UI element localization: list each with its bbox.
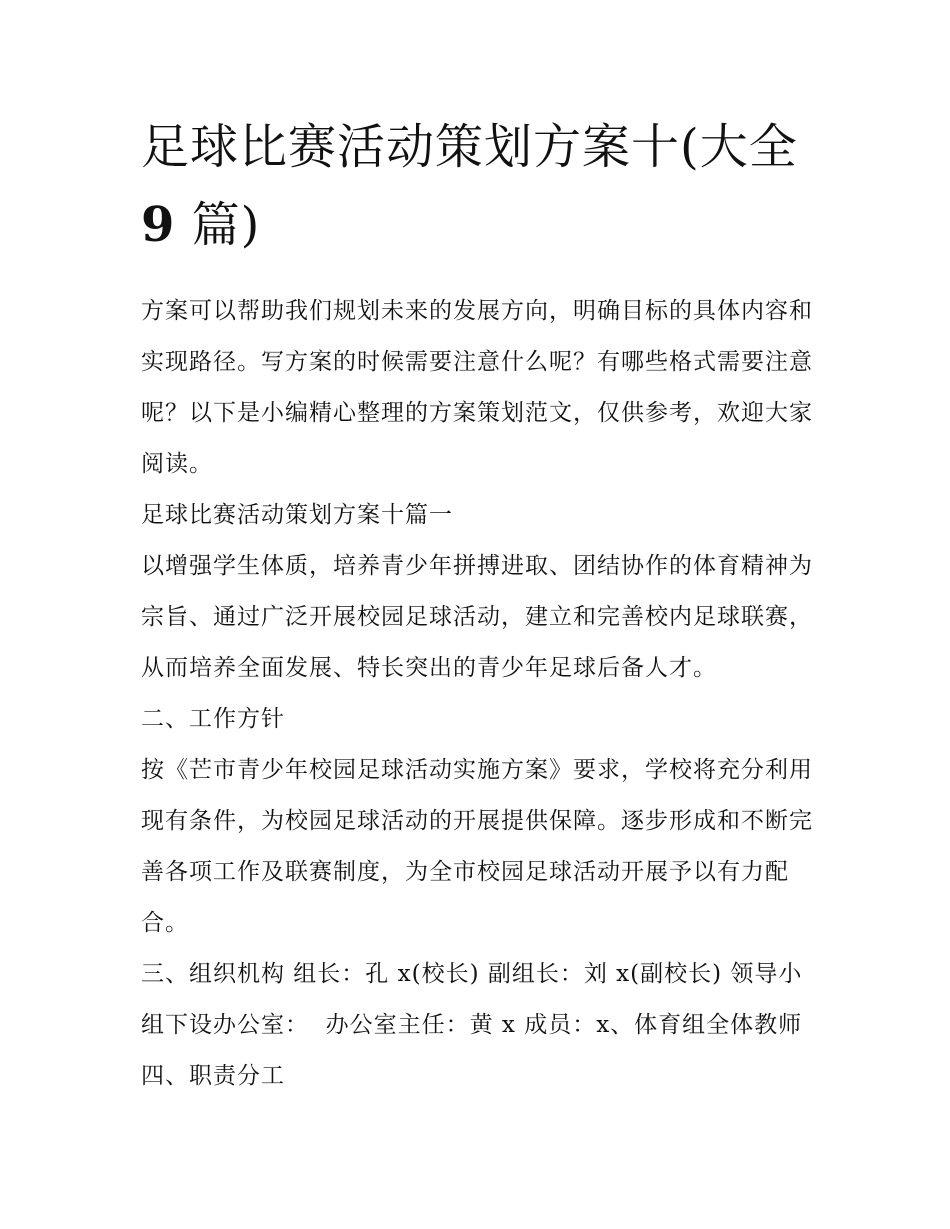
section-heading-part-one: 足球比赛活动策划方案十篇一 bbox=[141, 502, 453, 528]
title-number: 9 bbox=[141, 197, 176, 253]
document-body bbox=[141, 108, 813, 1102]
purpose-paragraph: 以增强学生体质，培养青少年拼搏进取、团结协作的体育精神为宗旨、通过广泛开展校园足球活动，建立和完善校内足球联赛，从而培养全面发展、特长突出的青少年足球后备人才。 bbox=[141, 553, 813, 681]
organization-paragraph: 三、组织机构 组长：孔 x(校长) 副组长：刘 x(副校长) 领导小组下设办公室： 办公室主任：黄 x 成员：x、体育组全体教师 bbox=[141, 961, 803, 1038]
work-policy-paragraph: 按《芒市青少年校园足球活动实施方案》要求，学校将充分利用现有条件，为校园足球活动的开展提供保障。逐步形成和不断完善各项工作及联赛制度，为全市校园足球活动开展予以有力配合。 bbox=[141, 757, 813, 936]
intro-paragraph: 方案可以帮助我们规划未来的发展方向，明确目标的具体内容和实现路径。写方案的时候需要注意什么呢？有哪些格式需要注意呢？以下是小编精心整理的方案策划范文，仅供参考，欢迎大家阅读。 bbox=[141, 298, 813, 477]
section-heading-work-policy: 二、工作方针 bbox=[141, 706, 285, 732]
section-heading-duties: 四、职责分工 bbox=[141, 1063, 285, 1089]
document-title bbox=[141, 108, 813, 264]
title-main: 足球比赛活动策划方案十(大全 bbox=[141, 119, 798, 175]
title-end: 篇) bbox=[191, 197, 261, 253]
